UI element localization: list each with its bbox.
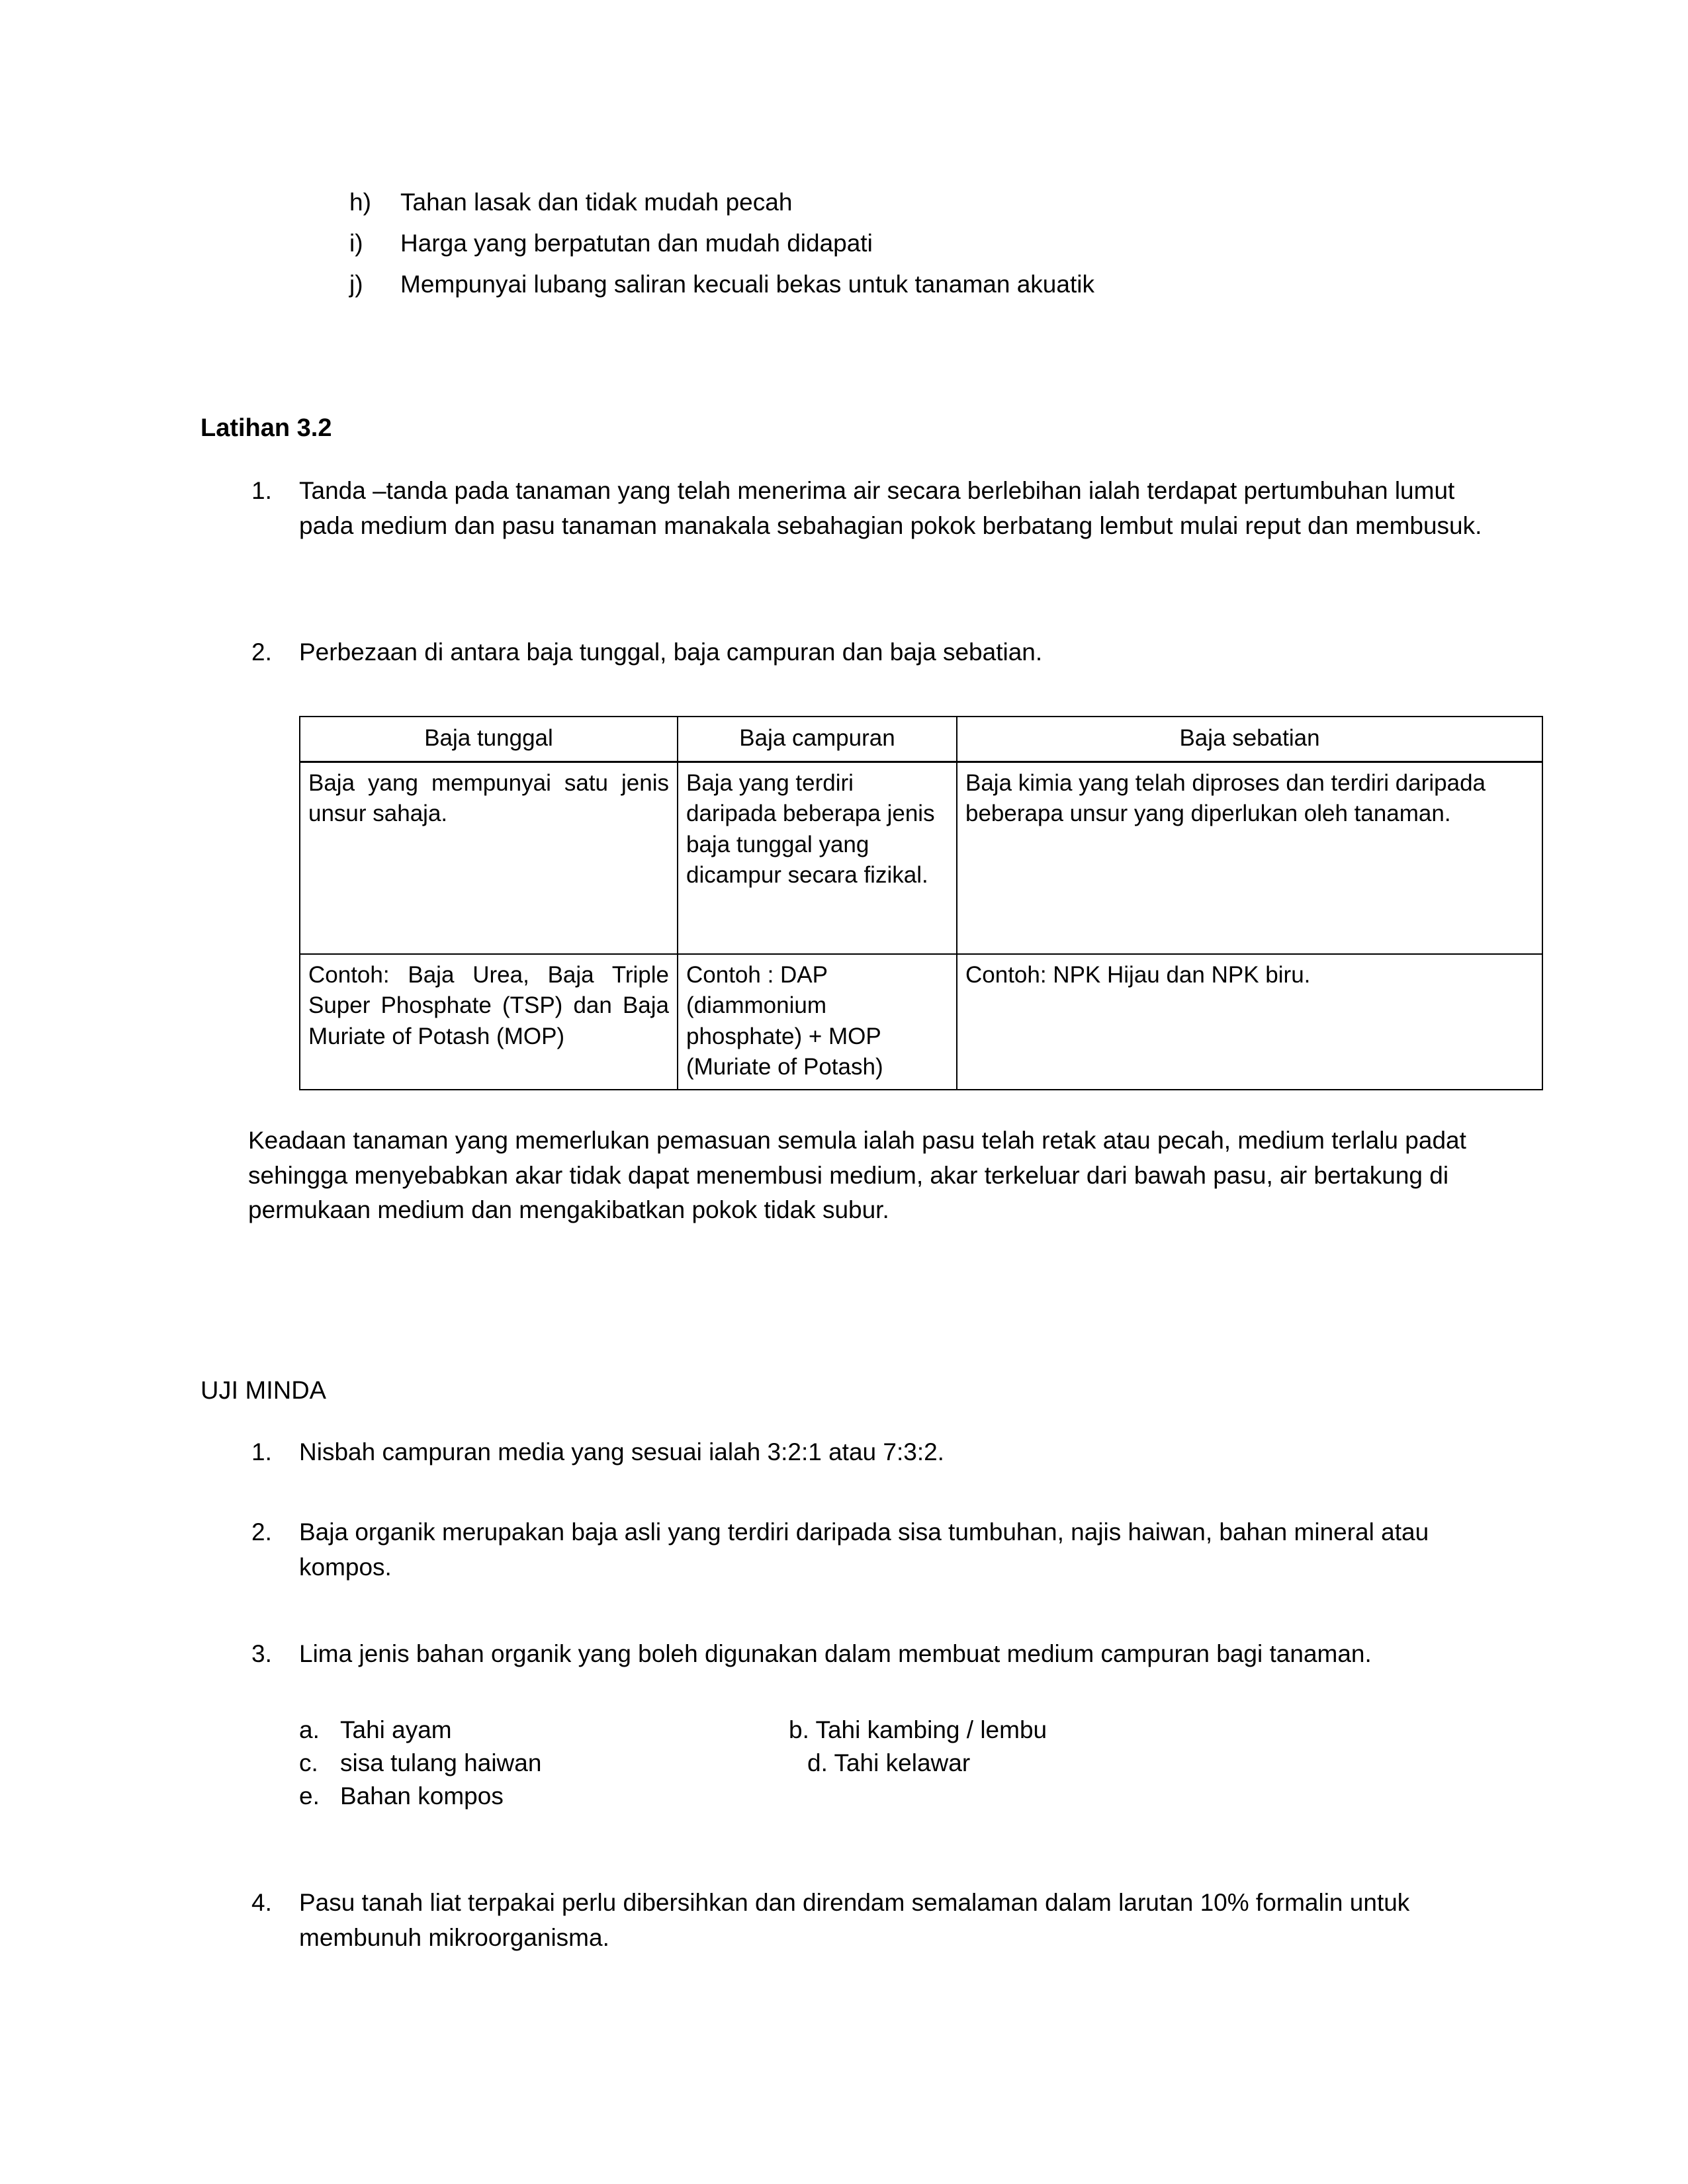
item-text: Baja organik merupakan baja asli yang terdiri daripada sisa tumbuhan, najis haiwan, bahan mineral atau kompos. — [299, 1518, 1429, 1581]
table-header-row — [300, 717, 1542, 762]
table-cell: Contoh : DAP (diammonium phosphate) + MOP (Muriate of Potash) — [678, 954, 957, 1090]
uji-minda-item-3 — [251, 1637, 1491, 1672]
sub-list-row — [299, 1783, 1542, 1810]
item-number: 4. — [251, 1889, 272, 1916]
table-cell: Baja yang terdiri daripada beberapa jenis baja tunggal yang dicampur secara fizikal. — [678, 762, 957, 955]
table-cell: Baja kimia yang telah diproses dan terdiri daripada beberapa unsur yang diperlukan oleh tanaman. — [957, 762, 1542, 955]
item-number: 1. — [251, 477, 272, 504]
sub-list-row — [299, 1750, 1542, 1776]
sub-list-item — [299, 1750, 789, 1776]
list-item — [349, 271, 1474, 298]
uji-minda-item-4 — [251, 1886, 1491, 1955]
sub-list-item — [299, 1717, 789, 1743]
item-number: 2. — [251, 1518, 272, 1546]
item-number: 2. — [251, 638, 272, 666]
item-text: Nisbah campuran media yang sesuai ialah 3:2:1 atau 7:3:2. — [299, 1438, 944, 1465]
item-number: 1. — [251, 1438, 272, 1465]
table-cell: Contoh: Baja Urea, Baja Triple Super Phosphate (TSP) dan Baja Muriate of Potash (MOP) — [300, 954, 678, 1090]
section-heading-uji-minda: UJI MINDA — [200, 1377, 326, 1405]
sub-list-label: a. — [299, 1716, 320, 1743]
section-heading-latihan: Latihan 3.2 — [200, 414, 332, 442]
sub-list — [299, 1717, 1542, 1816]
table-column-header: Baja sebatian — [957, 717, 1542, 762]
sub-list-item — [789, 1750, 1542, 1776]
table-column-header: Baja tunggal — [300, 717, 678, 762]
table-header — [300, 717, 1542, 762]
table-row — [300, 762, 1542, 955]
list-marker: i) — [349, 229, 363, 257]
sub-list-row — [299, 1717, 1542, 1743]
list-item-text: Tahan lasak dan tidak mudah pecah — [400, 189, 793, 216]
table-cell: Contoh: NPK Hijau dan NPK biru. — [957, 954, 1542, 1090]
table-cell: Baja yang mempunyai satu jenis unsur sahaja. — [300, 762, 678, 955]
numbered-item-2 — [251, 635, 1491, 670]
list-item-text: Mempunyai lubang saliran kecuali bekas untuk tanaman akuatik — [400, 270, 1094, 298]
comparison-table — [299, 716, 1543, 1090]
list-item — [349, 189, 1474, 216]
uji-minda-item-2 — [251, 1515, 1491, 1585]
list-item-text: Harga yang berpatutan dan mudah didapati — [400, 229, 873, 257]
uji-minda-item-1 — [251, 1435, 1491, 1470]
sub-list-label: b. — [789, 1716, 809, 1743]
list-marker: j) — [349, 270, 363, 298]
item-text: Tanda –tanda pada tanaman yang telah menerima air secara berlebihan ialah terdapat pertumbuhan lumut pada medium dan pasu tanaman manakala sebahagian pokok berbatang lembut mulai reput dan membusuk. — [299, 477, 1482, 539]
sub-list-text: sisa tulang haiwan — [340, 1749, 542, 1776]
sub-list-text: Tahi kambing / lembu — [815, 1716, 1047, 1743]
sub-list-item — [789, 1717, 1542, 1743]
sub-list-label: d. — [807, 1749, 828, 1776]
item-number: 3. — [251, 1640, 272, 1667]
item-text: Lima jenis bahan organik yang boleh digunakan dalam membuat medium campuran bagi tanaman. — [299, 1640, 1372, 1667]
item-text: Perbezaan di antara baja tunggal, baja campuran dan baja sebatian. — [299, 638, 1043, 666]
item-text: Pasu tanah liat terpakai perlu dibersihkan dan direndam semalaman dalam larutan 10% formalin untuk membunuh mikroorganisma. — [299, 1889, 1410, 1951]
post-table-paragraph: Keadaan tanaman yang memerlukan pemasuan semula ialah pasu telah retak atau pecah, medium terlalu padat sehingga menyebabkan akar tidak dapat menembusi medium, akar terkeluar dari bawah pasu, air bertakung di permukaan medium dan mengakibatkan pokok tidak subur. — [248, 1127, 1466, 1224]
alpha-list — [349, 189, 1474, 312]
list-item — [349, 230, 1474, 257]
numbered-item-1 — [251, 474, 1491, 543]
sub-list-text: Tahi ayam — [340, 1716, 452, 1743]
sub-list-text: Tahi kelawar — [834, 1749, 971, 1776]
table-body — [300, 762, 1542, 1090]
sub-list-label: c. — [299, 1749, 318, 1776]
sub-list-label: e. — [299, 1782, 320, 1810]
list-marker: h) — [349, 189, 371, 216]
table-row — [300, 954, 1542, 1090]
sub-list-text: Bahan kompos — [340, 1782, 504, 1810]
table-column-header: Baja campuran — [678, 717, 957, 762]
